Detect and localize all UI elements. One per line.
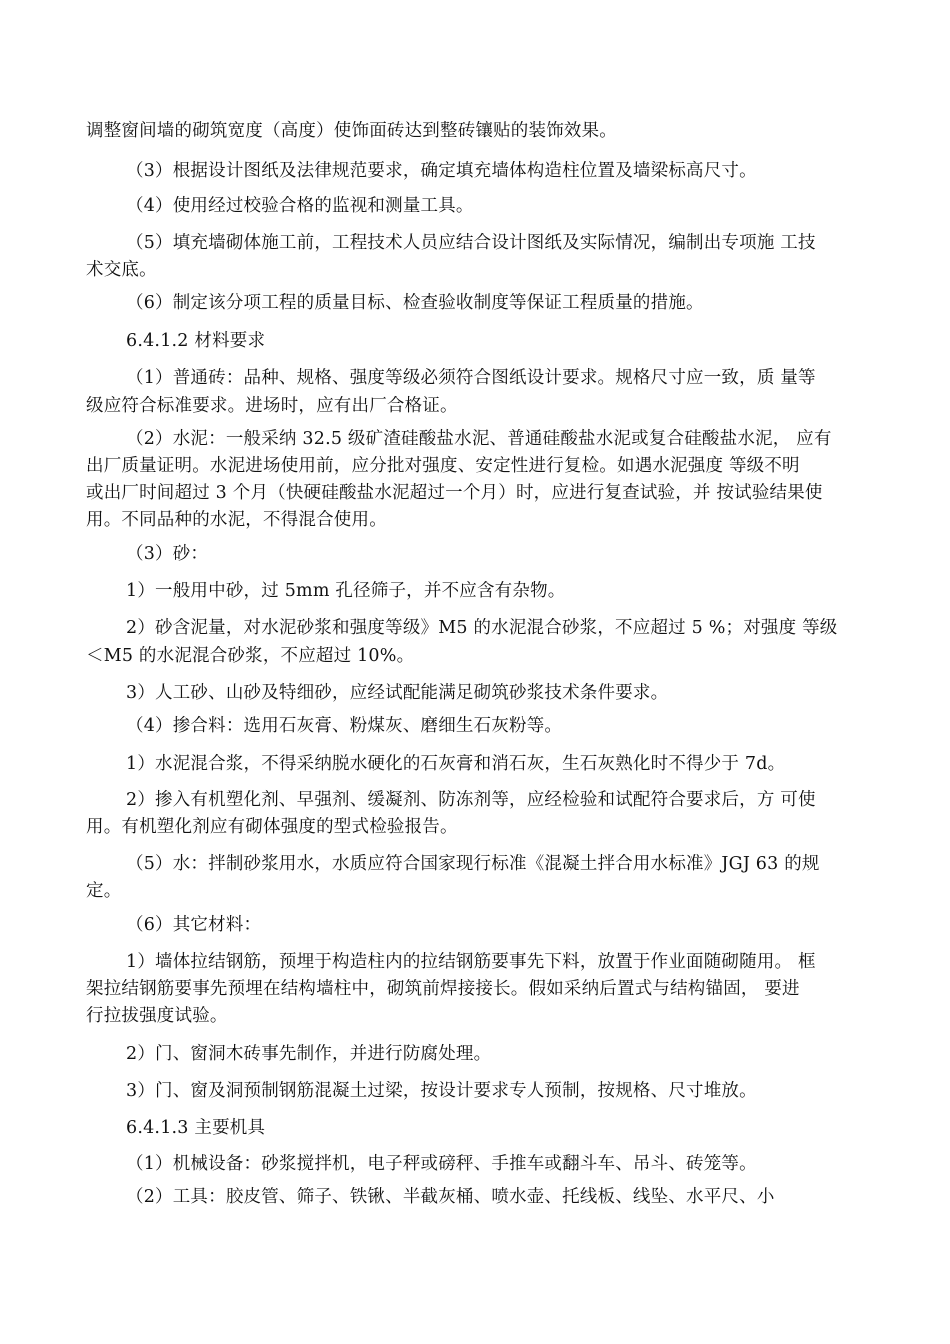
text-line: 2）掺入有机塑化剂、早强剂、缓凝剂、防冻剂等，应经检验和试配符合要求后，方 可使 — [126, 790, 816, 810]
text-line: 2）门、窗洞木砖事先制作，并进行防腐处理。 — [126, 1044, 492, 1064]
text-line: 1）一般用中砂，过 5mm 孔径筛子，并不应含有杂物。 — [126, 581, 566, 601]
text-line: 架拉结钢筋要事先预埋在结构墙柱中，砌筑前焊接接长。假如采纳后置式与结构锚固， 要进 — [86, 979, 800, 999]
text-line: 出厂质量证明。水泥进场使用前，应分批对强度、安定性进行复检。如遇水泥强度 等级不明 — [86, 456, 800, 476]
text-line: （3）砂： — [126, 544, 209, 564]
text-line: 调整窗间墙的砌筑宽度（高度）使饰面砖达到整砖镶贴的装饰效果。 — [86, 121, 617, 141]
text-line: （6）其它材料： — [126, 915, 262, 935]
text-line: 2）砂含泥量，对水泥砂浆和强度等级》M5 的水泥混合砂浆，不应超过 5 %；对强度 等级 — [126, 618, 838, 638]
text-line: （5）水：拌制砂浆用水，水质应符合国家现行标准《混凝土拌合用水标准》JGJ 63 的规 — [126, 854, 820, 874]
text-line: 定。 — [86, 881, 122, 901]
text-line: （3）根据设计图纸及法律规范要求，确定填充墙体构造柱位置及墙梁标高尺寸。 — [126, 161, 757, 181]
text-line: （5）填充墙砌体施工前，工程技术人员应结合设计图纸及实际情况，编制出专项施 工技 — [126, 233, 816, 253]
text-line: （1）普通砖：品种、规格、强度等级必须符合图纸设计要求。规格尺寸应一致，质 量等 — [126, 368, 816, 388]
section-heading: 6.4.1.3 主要机具 — [126, 1118, 266, 1138]
text-line: 3）人工砂、山砂及特细砂，应经试配能满足砌筑砂浆技术条件要求。 — [126, 683, 669, 703]
text-line: 用。有机塑化剂应有砌体强度的型式检验报告。 — [86, 817, 458, 837]
text-line: 1）墙体拉结钢筋，预埋于构造柱内的拉结钢筋要事先下料，放置于作业面随砌随用。 框 — [126, 952, 816, 972]
text-line: 级应符合标准要求。进场时，应有出厂合格证。 — [86, 396, 458, 416]
text-line: 3）门、窗及洞预制钢筋混凝土过梁，按设计要求专人预制，按规格、尺寸堆放。 — [126, 1081, 757, 1101]
text-line: （2）水泥：一般采纳 32.5 级矿渣硅酸盐水泥、普通硅酸盐水泥或复合硅酸盐水泥， 应有 — [126, 429, 832, 449]
text-line: 术交底。 — [86, 260, 157, 280]
text-line: （4）使用经过校验合格的监视和测量工具。 — [126, 196, 474, 216]
text-line: 或出厂时间超过 3 个月（快硬硅酸盐水泥超过一个月）时，应进行复查试验，并 按试验结果使 — [86, 483, 823, 503]
text-line: 用。不同品种的水泥，不得混合使用。 — [86, 510, 387, 530]
text-line: （1）机械设备：砂浆搅拌机，电子秤或磅秤、手推车或翻斗车、吊斗、砖笼等。 — [126, 1154, 757, 1174]
text-line: （4）掺合料：选用石灰膏、粉煤灰、磨细生石灰粉等。 — [126, 716, 563, 736]
section-heading: 6.4.1.2 材料要求 — [126, 331, 266, 351]
text-line: （6）制定该分项工程的质量目标、检查验收制度等保证工程质量的措施。 — [126, 293, 704, 313]
text-line: ＜M5 的水泥混合砂浆，不应超过 10%。 — [86, 646, 415, 666]
text-line: （2）工具：胶皮管、筛子、铁锹、半截灰桶、喷水壶、托线板、线坠、水平尺、小 — [126, 1187, 775, 1207]
text-line: 行拉拔强度试验。 — [86, 1006, 228, 1026]
text-line: 1）水泥混合浆，不得采纳脱水硬化的石灰膏和消石灰，生石灰熟化时不得少于 7d。 — [126, 754, 786, 774]
